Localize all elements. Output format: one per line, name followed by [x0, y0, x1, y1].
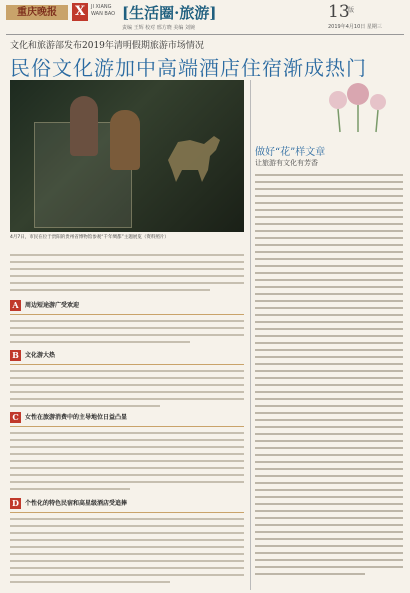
column-divider	[250, 80, 251, 590]
lead-lines	[10, 252, 244, 296]
logo-pinyin	[91, 4, 115, 18]
section-rule	[10, 512, 244, 513]
section-title: 女性在旅游消费中的主导地位日益凸显	[25, 414, 128, 421]
flower-illustration-icon	[318, 78, 398, 134]
section-d-lines	[10, 516, 244, 586]
section-letter: B	[10, 350, 21, 361]
section-a-heading	[10, 300, 79, 311]
column-title: [生活圈·旅游]	[122, 4, 217, 22]
photo-caption: 4月7日，市民在位于贵阳的贵州省博物馆参观“千年绸都”主题展览（资料照片）	[10, 235, 169, 240]
issue-date: 2019年4月10日 星期三	[328, 24, 382, 30]
article-subtitle: 文化和旅游部发布2019年清明假期旅游市场情况	[10, 41, 204, 51]
bronze-horse-artifact	[160, 120, 226, 190]
section-rule	[10, 426, 244, 427]
newspaper-logo: 重庆晚报	[6, 5, 68, 20]
side-story-body	[255, 172, 403, 582]
page-number: 13	[328, 2, 350, 22]
article-title: 民俗文化游加中高端酒店住宿渐成热门	[10, 56, 367, 80]
section-c-body	[10, 430, 244, 494]
editor-credits: 责编 王辉 校对 邢方晓 美编 刘婉	[122, 25, 195, 31]
lead-body	[10, 252, 244, 296]
section-b-body	[10, 368, 244, 408]
section-b-heading	[10, 350, 55, 361]
section-title: 个性化的特色民宿和高星级酒店受追捧	[25, 500, 128, 507]
side-story-subtitle: 让旅游有文化有芳香	[255, 159, 318, 167]
section-letter: C	[10, 412, 21, 423]
header-divider	[6, 34, 404, 35]
section-letter: A	[10, 300, 21, 311]
section-d-body	[10, 516, 244, 586]
pinyin-line-1: JI XIANG	[91, 4, 112, 10]
section-rule	[10, 314, 244, 315]
visitor-figure	[70, 96, 98, 156]
section-d-heading	[10, 498, 127, 509]
section-a-lines	[10, 318, 244, 344]
section-rule	[10, 364, 244, 365]
pinyin-line-2: WAN BAO	[91, 11, 116, 17]
section-a-body	[10, 318, 244, 344]
section-letter: D	[10, 498, 21, 509]
visitor-figure	[110, 110, 140, 170]
section-title: 周边短途游广受欢迎	[25, 302, 80, 309]
museum-photo	[10, 80, 244, 232]
page-header	[0, 0, 410, 34]
side-body-lines	[255, 172, 403, 582]
ban-label: 版	[348, 7, 355, 14]
side-story-title: 做好“花”样文章	[255, 147, 326, 158]
section-b-lines	[10, 368, 244, 408]
section-c-lines	[10, 430, 244, 494]
x-logo-box: X	[72, 3, 88, 21]
section-c-heading	[10, 412, 127, 423]
section-title: 文化游大热	[25, 352, 56, 359]
